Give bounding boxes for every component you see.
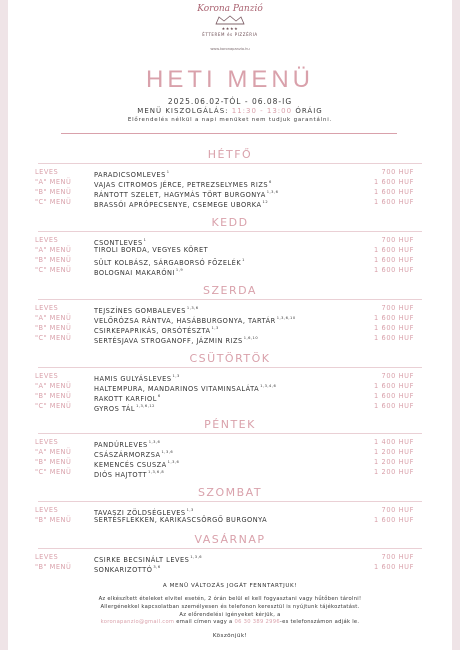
menu-category: "A" MENÜ (35, 246, 72, 254)
menu-price: 1 600 HUF (374, 246, 414, 254)
menu-row (8, 255, 452, 265)
date-range: 2025.06.02-TÓL - 06.08-IG (167, 97, 293, 106)
menu-category: "A" MENÜ (35, 178, 72, 186)
serving-time (8, 107, 452, 115)
day-divider (38, 299, 422, 300)
contact-line (8, 619, 452, 625)
allergen-codes: 1,3,6,10 (276, 316, 296, 320)
menu-price: 1 600 HUF (374, 178, 414, 186)
menu-category: "A" MENÜ (35, 314, 72, 322)
menu-price: 700 HUF (381, 236, 414, 244)
dish-title: PANDÚRLEVES (94, 441, 148, 449)
crown-icon (213, 15, 247, 25)
menu-category: LEVES (35, 506, 59, 514)
day-divider (38, 231, 422, 232)
menu-row (8, 265, 452, 275)
dish-title: DIÓS HAJTOTT (94, 471, 148, 479)
allergen-codes: 1,3 (211, 326, 219, 330)
menu-price: 1 600 HUF (374, 324, 414, 332)
menu-row (8, 303, 452, 313)
menu-price: 1 600 HUF (374, 563, 414, 571)
menu-row (8, 167, 452, 177)
allergen-codes: 1,9 (175, 268, 184, 272)
brand-stars: ★★★★ (221, 26, 239, 31)
menu-category: "A" MENÜ (35, 448, 72, 456)
allergen-codes: 1,3,6 (148, 440, 161, 444)
menu-category: LEVES (35, 236, 59, 244)
header-divider (61, 133, 397, 134)
menu-category: "B" MENÜ (35, 188, 72, 196)
dish-name (94, 401, 155, 414)
dish-name (94, 245, 208, 255)
allergen-codes: 1,3,6 (161, 450, 174, 454)
allergen-codes: 3,6 (153, 565, 161, 569)
dish-title: KEMENCÉS CSUSZA (94, 461, 167, 469)
menu-category: "C" MENÜ (35, 198, 72, 206)
menu-row (8, 235, 452, 245)
menu-category: "C" MENÜ (35, 334, 72, 342)
dish-title: CSIRKEPAPRIKÁS, ORSÓTÉSZTA (94, 327, 211, 335)
menu-category: "B" MENÜ (35, 392, 72, 400)
dish-title: BRASSÓI APRÓPECSENYE, CSEMEGE UBORKA (94, 201, 262, 209)
menu-row (8, 391, 452, 401)
thanks-text: Köszönjük! (212, 633, 248, 639)
preorder-note: Előrendelés nélkül a napi menüket nem tudjuk garantálni. (127, 117, 333, 123)
allergen-codes: 1,3 (172, 374, 180, 378)
allergen-codes: 1,3,6 (167, 460, 180, 464)
dish-name (94, 467, 164, 480)
contact-mid: email címen vagy a (176, 619, 233, 625)
day-divider (38, 367, 422, 368)
menu-price: 700 HUF (381, 553, 414, 561)
dish-title: HALTEMPURA, MANDARINOS VITAMINSALÁTA (94, 385, 260, 393)
allergen-codes: 1,3,6 (186, 306, 199, 310)
menu-row (8, 437, 452, 447)
menu-price: 1 600 HUF (374, 392, 414, 400)
menu-row (8, 333, 452, 343)
day-heading: PÉNTEK (204, 418, 256, 431)
menu-category: LEVES (35, 553, 59, 561)
menu-row (8, 371, 452, 381)
dish-title: TIROLI BORDA, VEGYES KÖRET (94, 246, 209, 254)
day-heading: SZERDA (203, 284, 257, 297)
menu-price: 1 200 HUF (374, 468, 414, 476)
change-notice: A MENÜ VÁLTOZÁS JOGÁT FENNTARTJUK! (162, 583, 298, 589)
allergen-codes: 6 (157, 394, 161, 398)
dish-title: SÜLT KOLBÁSZ, SÁRGABORSÓ FŐZELÉK (94, 259, 242, 267)
menu-row (8, 401, 452, 411)
allergen-codes: 1,3,6,8 (148, 470, 165, 474)
menu-price: 1 600 HUF (374, 256, 414, 264)
dish-title: CSIRKE BECSINÁLT LEVES (94, 556, 190, 564)
serving-label: MENÜ KISZOLGÁLÁS: (137, 107, 229, 115)
allergen-codes: 6 (269, 180, 272, 184)
allergen-codes: 1 (242, 258, 245, 262)
menu-price: 1 600 HUF (374, 382, 414, 390)
dish-title: HAMIS GULYÁSLEVES (94, 375, 172, 383)
menu-price: 1 600 HUF (374, 516, 414, 524)
menu-price: 1 600 HUF (374, 188, 414, 196)
allergen-codes: 1,3,6,12 (136, 404, 155, 408)
day-divider (38, 163, 422, 164)
allergen-codes: 1 (143, 238, 147, 242)
menu-row (8, 187, 452, 197)
menu-row (8, 457, 452, 467)
menu-price: 700 HUF (381, 168, 414, 176)
dish-title: VAJAS CITROMOS JÉRCE, PETREZSELYMES RIZS (94, 181, 269, 189)
menu-category: "B" MENÜ (35, 563, 72, 571)
menu-category: LEVES (35, 372, 59, 380)
menu-row (8, 323, 452, 333)
website-link[interactable]: www.koronapanzio.hu (210, 47, 250, 51)
dish-name (94, 562, 161, 575)
menu-price: 700 HUF (381, 304, 414, 312)
menu-row (8, 313, 452, 323)
email-link[interactable]: koronapanzio@gmail.com (100, 619, 175, 625)
dish-title: CSONTLEVES (94, 239, 143, 247)
menu-row (8, 515, 452, 525)
menu-price: 1 600 HUF (374, 266, 414, 274)
menu-page (8, 0, 452, 650)
serving-hours: 11:30 - 13:00 (231, 107, 293, 115)
preorder-request: Az előrendelési igényeket kérjük, a (179, 612, 281, 618)
dish-title: SONKARIZOTTÓ (94, 566, 153, 574)
serving-suffix: ÓRÁIG (295, 107, 323, 115)
day-heading: VASÁRNAP (194, 533, 266, 546)
menu-row (8, 447, 452, 457)
menu-category: "B" MENÜ (35, 516, 72, 524)
page-title: HETI MENÜ (146, 66, 314, 93)
dish-title: RÁNTOTT SZELET, HAGYMÁS TÖRT BURGONYA (94, 191, 266, 199)
day-heading: KEDD (211, 216, 249, 229)
menu-row (8, 381, 452, 391)
dish-title: GYROS TÁL (94, 405, 136, 413)
menu-category: "B" MENÜ (35, 256, 72, 264)
takeaway-note: Az elkészített ételeket elvitel esetén, 2 órán belül el kell fogyasztani vagy hűtőben tárolni! (98, 596, 362, 602)
menu-price: 1 200 HUF (374, 448, 414, 456)
allergen-codes: 1,3,4,6 (260, 384, 277, 388)
menu-row (8, 505, 452, 515)
dish-title: SERTÉSJAVA STROGANOFF, JÁZMIN RIZS (94, 337, 243, 345)
allergen-note: Allergénekkel kapcsolatban személyesen és telefonon keresztül is nyújtunk tájékoztatást. (100, 604, 360, 610)
dish-title: BOLOGNAI MAKARÓNI (94, 269, 175, 277)
dish-title: CSÁSZÁRMORZSA (94, 451, 161, 459)
dish-title: TAVASZI ZÖLDSÉGLEVES (94, 509, 186, 517)
menu-price: 1 600 HUF (374, 314, 414, 322)
menu-category: "C" MENÜ (35, 468, 72, 476)
menu-price: 1 600 HUF (374, 198, 414, 206)
brand-name: Korona Panzió (197, 4, 263, 14)
menu-category: LEVES (35, 168, 59, 176)
menu-row (8, 467, 452, 477)
brand-logo (8, 4, 452, 51)
allergen-codes: 1,3,6 (266, 190, 279, 194)
menu-row (8, 177, 452, 187)
dish-title: VELŐRÓZSA RÁNTVA, HASÁBBURGONYA, TARTÁR (94, 317, 276, 325)
allergen-codes: 12 (262, 200, 269, 204)
day-heading: HÉTFŐ (207, 148, 253, 161)
brand-subtitle: ÉTTEREM és PIZZÉRIA (202, 32, 258, 37)
dish-title: TEJSZÍNES GOMBALEVES (94, 307, 186, 315)
day-divider (38, 548, 422, 549)
menu-price: 1 200 HUF (374, 458, 414, 466)
dish-name (94, 265, 183, 278)
menu-row (8, 197, 452, 207)
dish-name (94, 197, 268, 210)
menu-price: 700 HUF (381, 372, 414, 380)
menu-category: "C" MENÜ (35, 266, 72, 274)
menu-category: LEVES (35, 304, 59, 312)
dish-title: RAKOTT KARFIOL (94, 395, 157, 403)
menu-category: "B" MENÜ (35, 458, 72, 466)
allergen-codes: 1,3,6 (190, 555, 203, 559)
day-divider (38, 433, 422, 434)
allergen-codes: 1,6,10 (243, 336, 259, 340)
day-heading: SZOMBAT (197, 486, 263, 499)
day-heading: CSÜTÖRTÖK (189, 352, 271, 365)
menu-category: "A" MENÜ (35, 382, 72, 390)
dish-name (94, 333, 258, 346)
menu-price: 1 600 HUF (374, 334, 414, 342)
allergen-codes: 1 (166, 170, 170, 174)
contact-end: -es telefonszámon adják le. (279, 619, 360, 625)
dish-title: SERTÉSFLEKKEN, KARIKASCSÖRGŐ BURGONYA (94, 516, 268, 524)
allergen-codes: 1,3 (186, 508, 194, 512)
menu-price: 1 600 HUF (374, 402, 414, 410)
menu-row (8, 552, 452, 562)
menu-row (8, 245, 452, 255)
day-divider (38, 501, 422, 502)
menu-price: 1 400 HUF (374, 438, 414, 446)
phone-link[interactable]: 06 30 389 2996 (234, 619, 280, 625)
menu-price: 700 HUF (381, 506, 414, 514)
menu-category: "C" MENÜ (35, 402, 72, 410)
menu-category: LEVES (35, 438, 59, 446)
dish-name (94, 515, 267, 525)
dish-title: PARADICSOMLEVES (94, 171, 166, 179)
menu-row (8, 562, 452, 572)
menu-category: "B" MENÜ (35, 324, 72, 332)
